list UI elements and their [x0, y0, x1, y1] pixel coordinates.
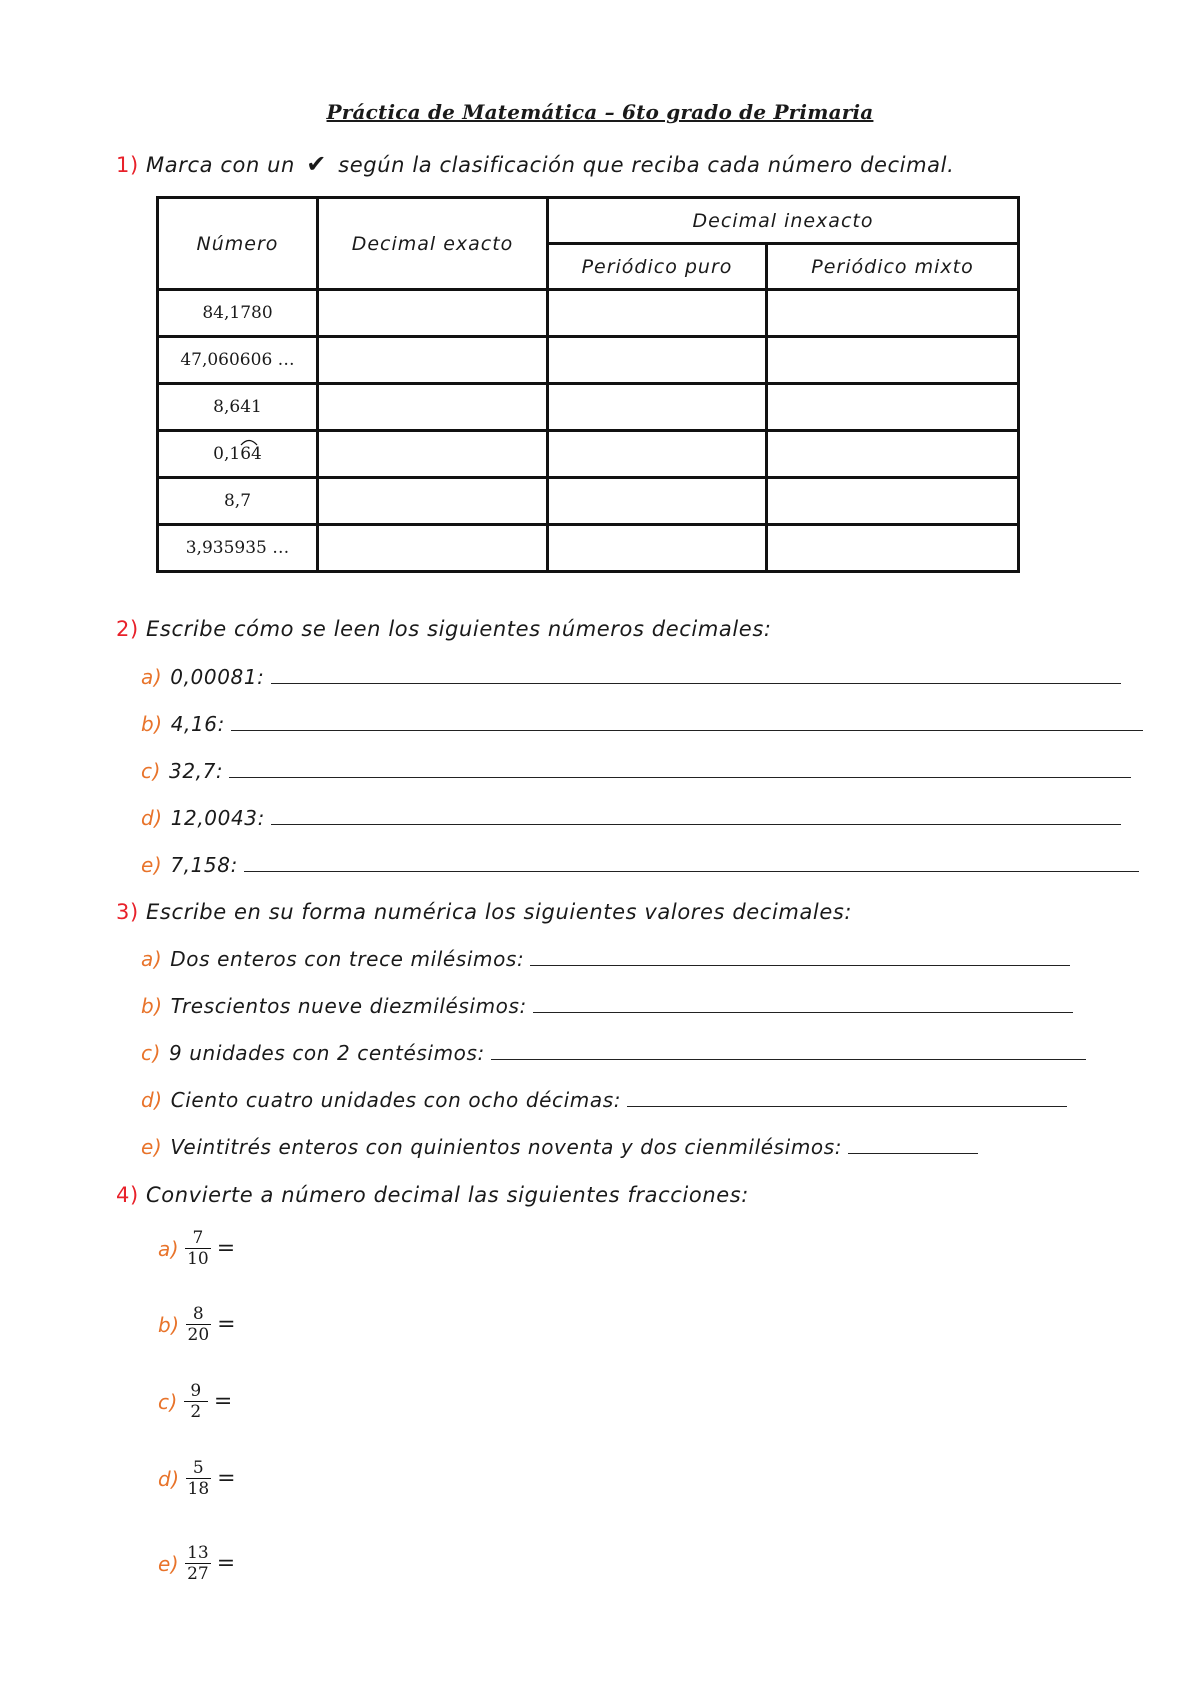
- numerator: 9: [190, 1381, 202, 1401]
- item-label: d): [141, 1088, 163, 1112]
- item-label: c): [141, 1041, 161, 1065]
- answer-line[interactable]: [627, 1088, 1067, 1107]
- fraction: [186, 1304, 212, 1345]
- equals-sign: =: [217, 1466, 236, 1491]
- list-item: [141, 853, 1139, 877]
- answer-cell[interactable]: [767, 525, 1019, 572]
- table-row-value: 47,060606 …: [158, 337, 318, 384]
- fraction-item: [158, 1543, 235, 1584]
- item-label: b): [158, 1312, 180, 1337]
- item-label: e): [141, 1135, 163, 1159]
- equals-sign: =: [213, 1389, 233, 1414]
- answer-cell[interactable]: [767, 431, 1019, 478]
- item-label: b): [141, 994, 163, 1018]
- answer-cell[interactable]: [548, 431, 767, 478]
- fraction: [184, 1381, 208, 1422]
- item-text: Dos enteros con trece milésimos:: [170, 947, 525, 971]
- item-text: 9 unidades con 2 centésimos:: [169, 1041, 485, 1065]
- question-number: 1): [116, 153, 139, 177]
- question-4: [116, 1183, 749, 1207]
- fraction-item: [158, 1304, 236, 1345]
- list-item: [141, 665, 1121, 689]
- answer-line[interactable]: [491, 1041, 1086, 1060]
- answer-cell[interactable]: [548, 290, 767, 337]
- item-label: c): [141, 759, 161, 783]
- table-row-value: 3,935935 …: [158, 525, 318, 572]
- answer-line[interactable]: [533, 994, 1073, 1013]
- answer-cell[interactable]: [548, 337, 767, 384]
- answer-line[interactable]: [271, 665, 1121, 684]
- col-decimal-inexacto: Decimal inexacto: [548, 198, 1019, 244]
- numerator: 8: [192, 1304, 204, 1324]
- table-row-value: 8,641: [158, 384, 318, 431]
- list-item: [141, 806, 1121, 830]
- repeating-decimal: 0,164: [213, 444, 262, 464]
- answer-line[interactable]: [530, 947, 1070, 966]
- table-row-value: 8,7: [158, 478, 318, 525]
- answer-cell[interactable]: [318, 290, 548, 337]
- answer-cell[interactable]: [318, 525, 548, 572]
- question-2: [116, 617, 772, 641]
- fraction: [185, 1543, 211, 1584]
- question-text-after: según la clasificación que reciba cada número decimal.: [338, 153, 955, 177]
- item-label: e): [158, 1551, 180, 1576]
- item-text: Trescientos nueve diezmilésimos:: [170, 994, 527, 1018]
- classification-table: [156, 196, 1020, 573]
- question-3: [116, 900, 852, 924]
- list-item: [141, 1041, 1086, 1065]
- question-number: 3): [116, 900, 139, 924]
- numerator: 5: [192, 1458, 204, 1478]
- item-label: b): [141, 712, 163, 736]
- table-row-value: 84,1780: [158, 290, 318, 337]
- period-arc-icon: [239, 438, 259, 446]
- answer-cell[interactable]: [767, 337, 1019, 384]
- col-numero: Número: [158, 198, 318, 290]
- answer-cell[interactable]: [318, 337, 548, 384]
- col-decimal-exacto: Decimal exacto: [318, 198, 548, 290]
- item-text: Ciento cuatro unidades con ocho décimas:: [170, 1088, 622, 1112]
- item-label: a): [141, 665, 163, 689]
- denominator: 10: [187, 1249, 209, 1269]
- answer-cell[interactable]: [767, 384, 1019, 431]
- equals-sign: =: [216, 1551, 236, 1576]
- item-text: 12,0043:: [170, 806, 265, 830]
- list-item: [141, 994, 1073, 1018]
- answer-line[interactable]: [244, 853, 1139, 872]
- answer-cell[interactable]: [548, 384, 767, 431]
- item-text: 0,00081:: [170, 665, 265, 689]
- item-label: a): [141, 947, 163, 971]
- list-item: [141, 947, 1070, 971]
- numerator: 7: [192, 1228, 204, 1248]
- question-text: Convierte a número decimal las siguientes fracciones:: [146, 1183, 749, 1207]
- item-label: c): [158, 1389, 178, 1414]
- numerator: 13: [187, 1543, 209, 1563]
- item-text: 4,16:: [170, 712, 225, 736]
- list-item: [141, 1135, 978, 1159]
- item-text: Veintitrés enteros con quinientos noventa y dos cienmilésimos:: [170, 1135, 843, 1159]
- answer-line[interactable]: [848, 1135, 978, 1154]
- item-label: d): [141, 806, 163, 830]
- answer-line[interactable]: [231, 712, 1143, 731]
- answer-cell[interactable]: [767, 478, 1019, 525]
- item-text: 32,7:: [169, 759, 224, 783]
- check-icon: ✔: [306, 150, 327, 178]
- table-row-value-repeating: [158, 431, 318, 478]
- answer-cell[interactable]: [767, 290, 1019, 337]
- item-label: d): [158, 1466, 180, 1491]
- equals-sign: =: [217, 1312, 236, 1337]
- answer-cell[interactable]: [318, 431, 548, 478]
- fraction-item: [158, 1458, 236, 1499]
- answer-cell[interactable]: [318, 384, 548, 431]
- fraction: [186, 1458, 212, 1499]
- list-item: [141, 759, 1131, 783]
- question-number: 2): [116, 617, 139, 641]
- col-periodico-puro: Periódico puro: [548, 244, 767, 290]
- denominator: 20: [187, 1325, 210, 1345]
- denominator: 18: [187, 1479, 210, 1499]
- equals-sign: =: [216, 1236, 236, 1261]
- item-label: e): [141, 853, 163, 877]
- denominator: 27: [187, 1564, 209, 1584]
- question-text: Escribe en su forma numérica los siguientes valores decimales:: [146, 900, 853, 924]
- list-item: [141, 1088, 1067, 1112]
- question-1: [116, 150, 954, 178]
- answer-line[interactable]: [229, 759, 1131, 778]
- col-periodico-mixto: Periódico mixto: [767, 244, 1019, 290]
- fraction-item: [158, 1228, 235, 1269]
- question-text: Escribe cómo se leen los siguientes números decimales:: [146, 617, 772, 641]
- answer-cell[interactable]: [548, 478, 767, 525]
- answer-line[interactable]: [271, 806, 1121, 825]
- answer-cell[interactable]: [548, 525, 767, 572]
- list-item: [141, 712, 1143, 736]
- question-text-before: Marca con un: [146, 153, 295, 177]
- item-label: a): [158, 1236, 180, 1261]
- fraction: [185, 1228, 211, 1269]
- question-number: 4): [116, 1183, 139, 1207]
- fraction-item: [158, 1381, 232, 1422]
- denominator: 2: [190, 1402, 202, 1422]
- answer-cell[interactable]: [318, 478, 548, 525]
- page-title: Práctica de Matemática – 6to grado de Primaria: [326, 100, 874, 124]
- item-text: 7,158:: [170, 853, 238, 877]
